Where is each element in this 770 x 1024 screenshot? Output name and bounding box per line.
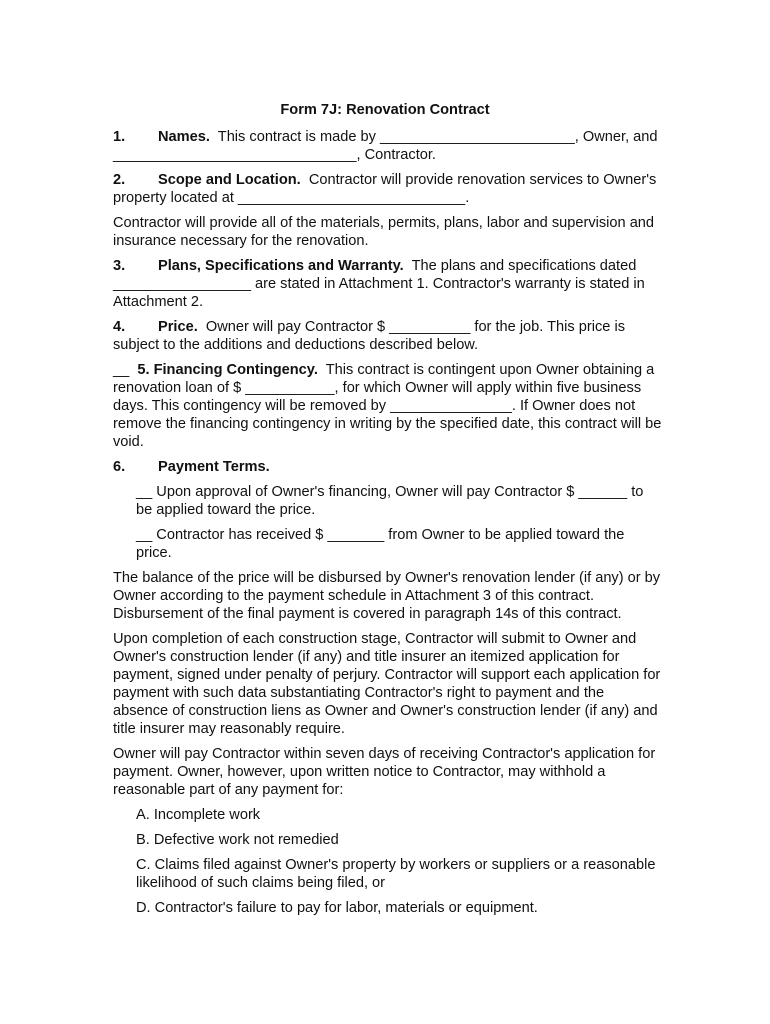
document-title: Form 7J: Renovation Contract: [280, 102, 490, 118]
section-1: [113, 128, 663, 164]
payment-option-2: __ Contractor has received $ _______ from Owner to be applied toward the price.: [136, 527, 625, 561]
section-6-paragraph-2: Upon completion of each construction stage, Contractor will submit to Owner and Owner's construction lender (if any) and title insurer an itemized application for payment, signed under penalty of perjury. Contractor will support each application for payment with such data substantiating Contractor's right to payment and the absence of construction liens as Owner and Owner's construction lender (if any) and title insurer may reasonably require.: [113, 631, 661, 737]
section-number: 6.: [113, 459, 126, 475]
list-item: B. Defective work not remedied: [136, 832, 339, 848]
section-6-paragraph-3: Owner will pay Contractor within seven days of receiving Contractor's application for payment. Owner, however, upon written notice to Contractor, may withhold a reasonable part of any payment for:: [113, 746, 656, 798]
section-heading: Scope and Location.: [158, 172, 301, 188]
section-number: 4.: [113, 319, 126, 335]
section-heading: Plans, Specifications and Warranty.: [158, 258, 404, 274]
section-text: This contract is contingent upon Owner obtaining a renovation loan of $ ___________, for which Owner will apply within five business days. This contingency will be removed by _______________. If Owner does not remove the financing contingency in writing by the specified date, this contract will be void.: [113, 362, 662, 450]
section-text: The plans and specifications dated _________________ are stated in Attachment 1. Contractor's warranty is stated in Attachment 2.: [113, 258, 645, 310]
section-number: 1.: [113, 129, 126, 145]
section-text: Owner will pay Contractor $ __________ for the job. This price is subject to the additions and deductions described below.: [113, 319, 625, 353]
section-number: 3.: [113, 258, 126, 274]
section-text: Contractor will provide renovation services to Owner's property located at ____________________________.: [113, 172, 657, 206]
section-heading: Names.: [158, 129, 210, 145]
section-5: [113, 361, 663, 451]
list-item: D. Contractor's failure to pay for labor, materials or equipment.: [136, 900, 538, 916]
list-item: A. Incomplete work: [136, 807, 261, 823]
section-heading: Payment Terms.: [158, 459, 270, 475]
contract-body: [113, 128, 663, 924]
section-heading: 5. Financing Contingency.: [137, 362, 318, 378]
section-2-paragraph: Contractor will provide all of the materials, permits, plans, labor and supervision and insurance necessary for the renovation.: [113, 215, 655, 249]
section-text: This contract is made by ________________________, Owner, and ______________________________, Contractor.: [113, 129, 658, 163]
list-item: C. Claims filed against Owner's property by workers or suppliers or a reasonable likelihood of such claims being filed, or: [136, 857, 656, 891]
section-heading: Price.: [158, 319, 198, 335]
section-3: [113, 257, 663, 311]
checkbox-blank: __: [113, 362, 130, 378]
section-2: [113, 171, 663, 207]
payment-option-1: __ Upon approval of Owner's financing, Owner will pay Contractor $ ______ to be applied toward the price.: [136, 484, 644, 518]
section-6-paragraph-1: The balance of the price will be disbursed by Owner's renovation lender (if any) or by Owner according to the payment schedule in Attachment 3 of this contract. Disbursement of the final payment is covered in paragraph 14s of this contract.: [113, 570, 661, 622]
section-4: [113, 318, 663, 354]
section-6: [113, 458, 663, 476]
section-number: 2.: [113, 172, 126, 188]
